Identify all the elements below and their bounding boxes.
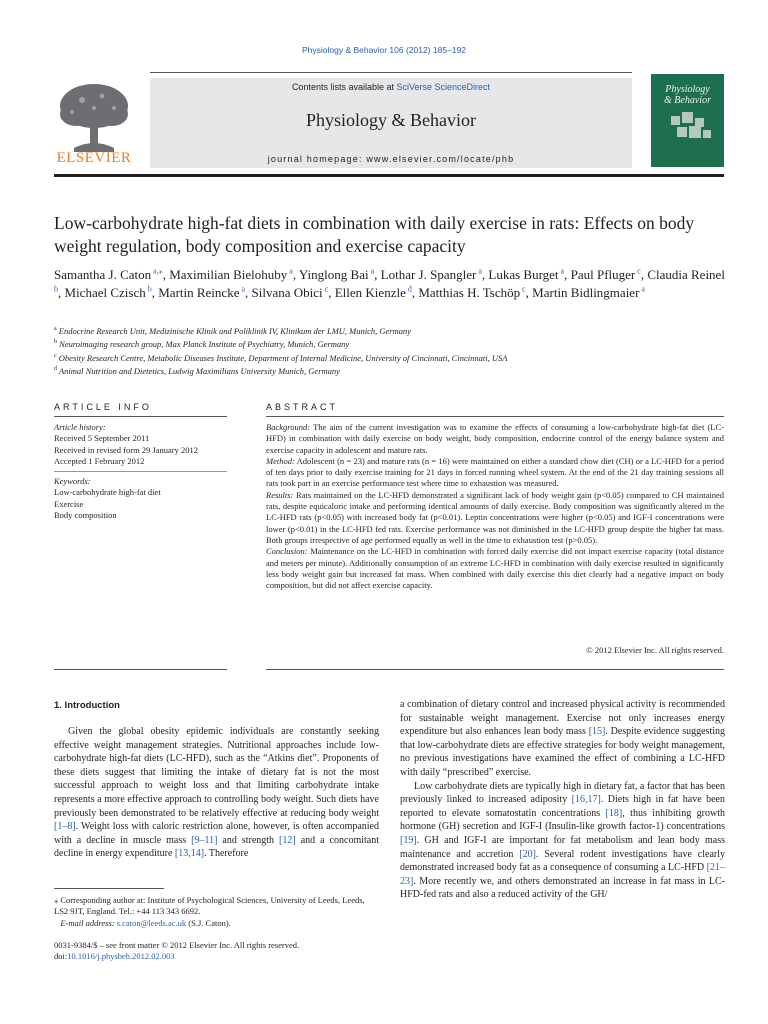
header-rule — [150, 72, 632, 73]
author-separator: , — [162, 267, 170, 282]
citation-link[interactable]: [16,17] — [571, 794, 601, 806]
author-affiliation-marker[interactable]: d — [405, 284, 412, 294]
citation-link[interactable]: [19] — [400, 834, 417, 846]
article-info-bottom-rule — [54, 669, 227, 670]
author-name[interactable]: Yinglong Bai — [298, 267, 369, 282]
author-separator: , — [481, 267, 489, 282]
author-affiliation-marker[interactable]: a — [476, 266, 482, 276]
header-thick-rule — [54, 174, 724, 177]
abstract-copyright: © 2012 Elsevier Inc. All rights reserved. — [586, 645, 724, 655]
body-text: . Several rodent investigations have clearly demonstrated increased body fat as a consequence of consuming a LC-HFD — [400, 848, 725, 874]
email-link[interactable]: s.caton@leeds.ac.uk — [116, 917, 187, 928]
body-text: and a concomitant decline in energy expenditure — [54, 834, 379, 860]
author-affiliation-marker[interactable]: c — [322, 284, 329, 294]
contents-line — [150, 82, 632, 92]
author-name[interactable]: Maximilian Bielohuby — [169, 267, 288, 282]
citation-link[interactable]: [12] — [279, 834, 296, 846]
footnote-line — [54, 895, 379, 918]
body-text: . More recently we, and others demonstrated an increase in fat mass in LC-HFD-fed rats and also a reduced activity of the GH/ — [400, 875, 725, 901]
abstract-results — [266, 490, 724, 546]
journal-reference[interactable]: Physiology & Behavior 106 (2012) 185–192 — [302, 45, 466, 55]
affiliation — [54, 324, 724, 337]
author-affiliation-marker[interactable]: b — [145, 284, 152, 294]
author-affiliation-marker[interactable]: c — [635, 266, 641, 276]
body-text: Low carbohydrate diets are typically high in dietary fat, a factor that has been previously linked to increased adiposity — [400, 780, 725, 806]
citation-link[interactable]: [18] — [605, 807, 623, 819]
journal-header — [54, 72, 724, 172]
keyword: Body composition — [54, 510, 117, 521]
author-affiliation-marker[interactable]: a — [239, 284, 246, 294]
keyword: Exercise — [54, 498, 84, 509]
article-info-heading: ARTICLE INFO — [54, 402, 152, 412]
email-line — [54, 918, 379, 929]
author-affiliation-marker[interactable]: a — [639, 284, 645, 294]
affiliation-text: Obesity Research Centre, Metabolic Diseases Institute, Department of Internal Medicine, University of Cincinnati, Cincinnati, USA — [56, 352, 508, 363]
author-separator: , — [292, 267, 299, 282]
cover-title-line-1: Physiology — [665, 84, 710, 95]
author-name[interactable]: Samantha J. Caton — [54, 267, 152, 282]
author-affiliation-marker[interactable]: a,⁎ — [151, 266, 163, 276]
footnote-text: Corresponding author at: Institute of Psychological Sciences, University of Leeds, Leeds, LS2 9JT, England. Tel.: +44 113 343 6692. — [54, 895, 365, 917]
abstract-conclusion-label: Conclusion: — [266, 546, 308, 557]
author-name[interactable]: Lothar J. Spangler — [380, 267, 477, 282]
author-affiliation-marker[interactable]: a — [558, 266, 565, 276]
author-separator: , — [328, 284, 335, 300]
abstract-conclusion-text: Maintenance on the LC-HFD in combination with forced daily exercise did not impact exercise capacity (total distance and meters per minute). Additionally consumption of an extreme LC-HFD in combination with daily exercise resulted in significantly less body weight gain but increased fat mass. When combined with daily exercise this diet clearly had a negative impact on body composition, but did not affect exercise capacity. — [266, 546, 724, 591]
abstract-results-label: Results: — [266, 489, 294, 500]
affiliation — [54, 364, 724, 377]
body-text: . Diets high in fat have been reported to elevate somatostatin concentrations — [400, 794, 725, 819]
corresponding-author-footnote — [54, 895, 379, 929]
journal-homepage[interactable]: journal homepage: www.elsevier.com/locate/phb — [267, 154, 515, 164]
body-text: Given the global obesity epidemic individuals are constantly seeking effective weight management strategies. Nutritional approaches include low-carbohydrate high-fat diets (LC-HFD), such as the “Atkins diet”. Proponents of these diets suggest that limiting the intake of dietary fat is not the most successful approach to weight loss and that limiting carbohydrate intake represents a more effective approach to controlling body weight. Such diets have previously been demonstrated to be relatively effective at reducing body weight — [54, 726, 379, 819]
author-separator: , — [245, 284, 252, 300]
citation-link[interactable]: [20] — [519, 848, 536, 860]
author-separator: , — [151, 284, 159, 300]
sciencedirect-link[interactable]: SciVerse ScienceDirect — [396, 82, 491, 92]
affiliation-key: a — [54, 326, 57, 332]
issn-line: 0031-9384/$ – see front matter © 2012 Elsevier Inc. All rights reserved. — [54, 940, 300, 950]
body-paragraph — [54, 725, 379, 861]
affiliation-text: Endocrine Research Unit, Medizinische Klinik und Poliklinik IV, Klinikum der LMU, Munich, Germany — [56, 325, 412, 336]
author-separator: , — [411, 284, 419, 300]
doi-line — [54, 951, 379, 962]
author-name[interactable]: Claudia Reinel — [647, 267, 725, 282]
elsevier-wordmark: ELSEVIER — [56, 150, 132, 166]
revised-date: Received in revised form 29 January 2012 — [54, 444, 198, 455]
body-text: . Therefore — [204, 848, 249, 860]
affiliation-list — [54, 324, 724, 377]
journal-name: Physiology & Behavior — [306, 110, 476, 130]
author-affiliation-marker[interactable]: a — [368, 266, 375, 276]
abstract-top-rule — [266, 416, 724, 417]
author-separator: , — [58, 284, 65, 300]
abstract-method-label: Method: — [266, 455, 295, 466]
cover-title-line-2: & Behavior — [664, 95, 711, 106]
abstract-heading: ABSTRACT — [266, 402, 339, 412]
abstract-method-text: Adolescent (n = 23) and mature rats (n = 16) were maintained on either a standard chow diet (CH) or a LC-HFD for a period of ten days prior to daily exercise training for 21 days in forced running wheel system. At the end of the 21 day training sessions all rats took part in an exercise performance test where time to exhaustion was measured. — [266, 455, 724, 489]
received-date: Received 5 September 2011 — [54, 433, 150, 444]
author-separator: , — [564, 267, 571, 282]
info-divider — [54, 471, 227, 472]
body-text: a combination of dietary control and increased physical activity is recommended for sustainable weight management. Exercise not only increases energy expenditure but also enhances lean body mass — [400, 699, 725, 738]
author-affiliation-marker[interactable]: a — [287, 266, 293, 276]
abstract-method — [266, 456, 724, 490]
body-text: , thus inhibiting growth hormone (GH) secretion and IGF-I (Insulin-like growth factor-1) concentrations — [400, 807, 725, 833]
affiliation — [54, 337, 724, 350]
abstract-results-text: Rats maintained on the LC-HFD demonstrated a significant lack of body weight gain (p<0.05) compared to CH maintained rats, despite equicaloric intake and performing identical amounts of daily exercise. Body composition was significantly altered in the LC-HFD rats (p<0.05) with increased body fat (p<0.01). Leptin concentrations were higher (p<0.05) and IGF-I concentrations were lower (p<0.01) in the LC-HFD fed rats. Exercise performance was not diminished in the LC-HFD group despite the higher fat mass. Both groups irrespective of age performed equally as well in the time to exhaustion test (p>0.05). — [266, 489, 724, 545]
body-column-left — [54, 725, 379, 861]
author-name[interactable]: Paul Pfluger — [570, 267, 636, 282]
article-title: Low-carbohydrate high-fat diets in combination with daily exercise in rats: Effects on body weight regulation, body composition and exercise capacity — [54, 213, 695, 256]
journal-cover-thumbnail[interactable] — [651, 74, 724, 167]
doi-link[interactable]: 10.1016/j.physbeh.2012.02.003 — [67, 951, 175, 962]
body-text: and strength — [217, 834, 280, 846]
abstract-background-text: The aim of the current investigation was to examine the effects of consuming a low-carbohydrate high-fat diet (LC-HFD) in combination with daily exercise on body weight, body composition, endocrine control of the energy balance system and exercise capacity in adolescent and mature rats. — [266, 422, 724, 455]
citation-link[interactable]: [15] — [588, 726, 606, 738]
citation-link[interactable]: [13,14] — [174, 848, 205, 860]
abstract-bottom-rule — [266, 669, 724, 670]
author-separator: , — [374, 267, 381, 282]
author-name[interactable]: Lukas Burget — [488, 267, 559, 282]
author-name[interactable]: Matthias H. Tschöp — [418, 284, 521, 300]
footnote-rule — [54, 888, 164, 889]
citation-link[interactable]: [9–11] — [191, 834, 218, 846]
body-paragraph — [400, 780, 725, 902]
journal-title-box — [150, 78, 632, 168]
affiliation-text: Neuroimaging research group, Max Planck Institute of Psychiatry, Munich, Germany — [57, 339, 350, 350]
author-separator: , — [525, 284, 533, 300]
keyword: Low-carbohydrate high-fat diet — [54, 487, 161, 498]
author-separator: , — [640, 267, 648, 282]
affiliation-key: d — [54, 365, 57, 372]
contents-prefix: Contents lists available at — [291, 82, 397, 92]
article-info-top-rule — [54, 416, 227, 417]
author-name[interactable]: Martin Bidlingmaier — [532, 284, 640, 300]
author-name[interactable]: Martin Reincke — [158, 284, 240, 300]
body-text: . Despite evidence suggesting that low-carbohydrate diets are effective strategies for body weight management, no previous investigations have examined the effect of combining a LC-HFD with daily “prescribed” exercise. — [400, 726, 726, 778]
abstract-body — [266, 422, 724, 591]
body-text: . GH and IGF-I are important for fat metabolism and lean body mass maintenance and accretion — [400, 834, 725, 860]
front-matter — [54, 940, 379, 963]
author-name[interactable]: Ellen Kienzle — [334, 284, 406, 300]
keywords-heading: Keywords: — [54, 476, 91, 487]
citation-link[interactable]: [1–8] — [54, 821, 76, 833]
email-suffix: (S.J. Caton). — [186, 917, 231, 928]
body-column-right — [400, 698, 725, 902]
doi-prefix: doi: — [54, 951, 68, 962]
abstract-conclusion — [266, 546, 724, 591]
author-affiliation-marker[interactable]: b — [54, 284, 58, 294]
affiliation-key: b — [54, 339, 57, 346]
accepted-date: Accepted 1 February 2012 — [54, 455, 145, 466]
article-info-block — [54, 422, 227, 521]
body-text: . Weight loss with caloric restriction alone, however, is often accompanied with a decline in muscle mass — [54, 821, 379, 846]
article-history-heading: Article history: — [54, 422, 106, 432]
abstract-background-label: Background: — [266, 422, 311, 432]
citation-link[interactable]: [21–23] — [400, 862, 725, 887]
affiliation — [54, 351, 724, 364]
author-name[interactable]: Silvana Obici — [251, 284, 323, 300]
email-label: E-mail address: — [60, 917, 115, 928]
introduction-heading: 1. Introduction — [54, 700, 120, 711]
author-name[interactable]: Michael Czisch — [64, 284, 146, 300]
affiliation-key: c — [54, 352, 57, 359]
affiliation-text: Animal Nutrition and Dietetics, Ludwig Maximilians University Munich, Germany — [57, 365, 340, 376]
author-affiliation-marker[interactable]: c — [520, 284, 526, 294]
footnote-marker: ⁎ — [54, 895, 59, 905]
body-paragraph — [400, 698, 725, 780]
cover-art-icon — [651, 74, 724, 167]
abstract-background — [266, 422, 724, 456]
author-list — [54, 266, 734, 301]
